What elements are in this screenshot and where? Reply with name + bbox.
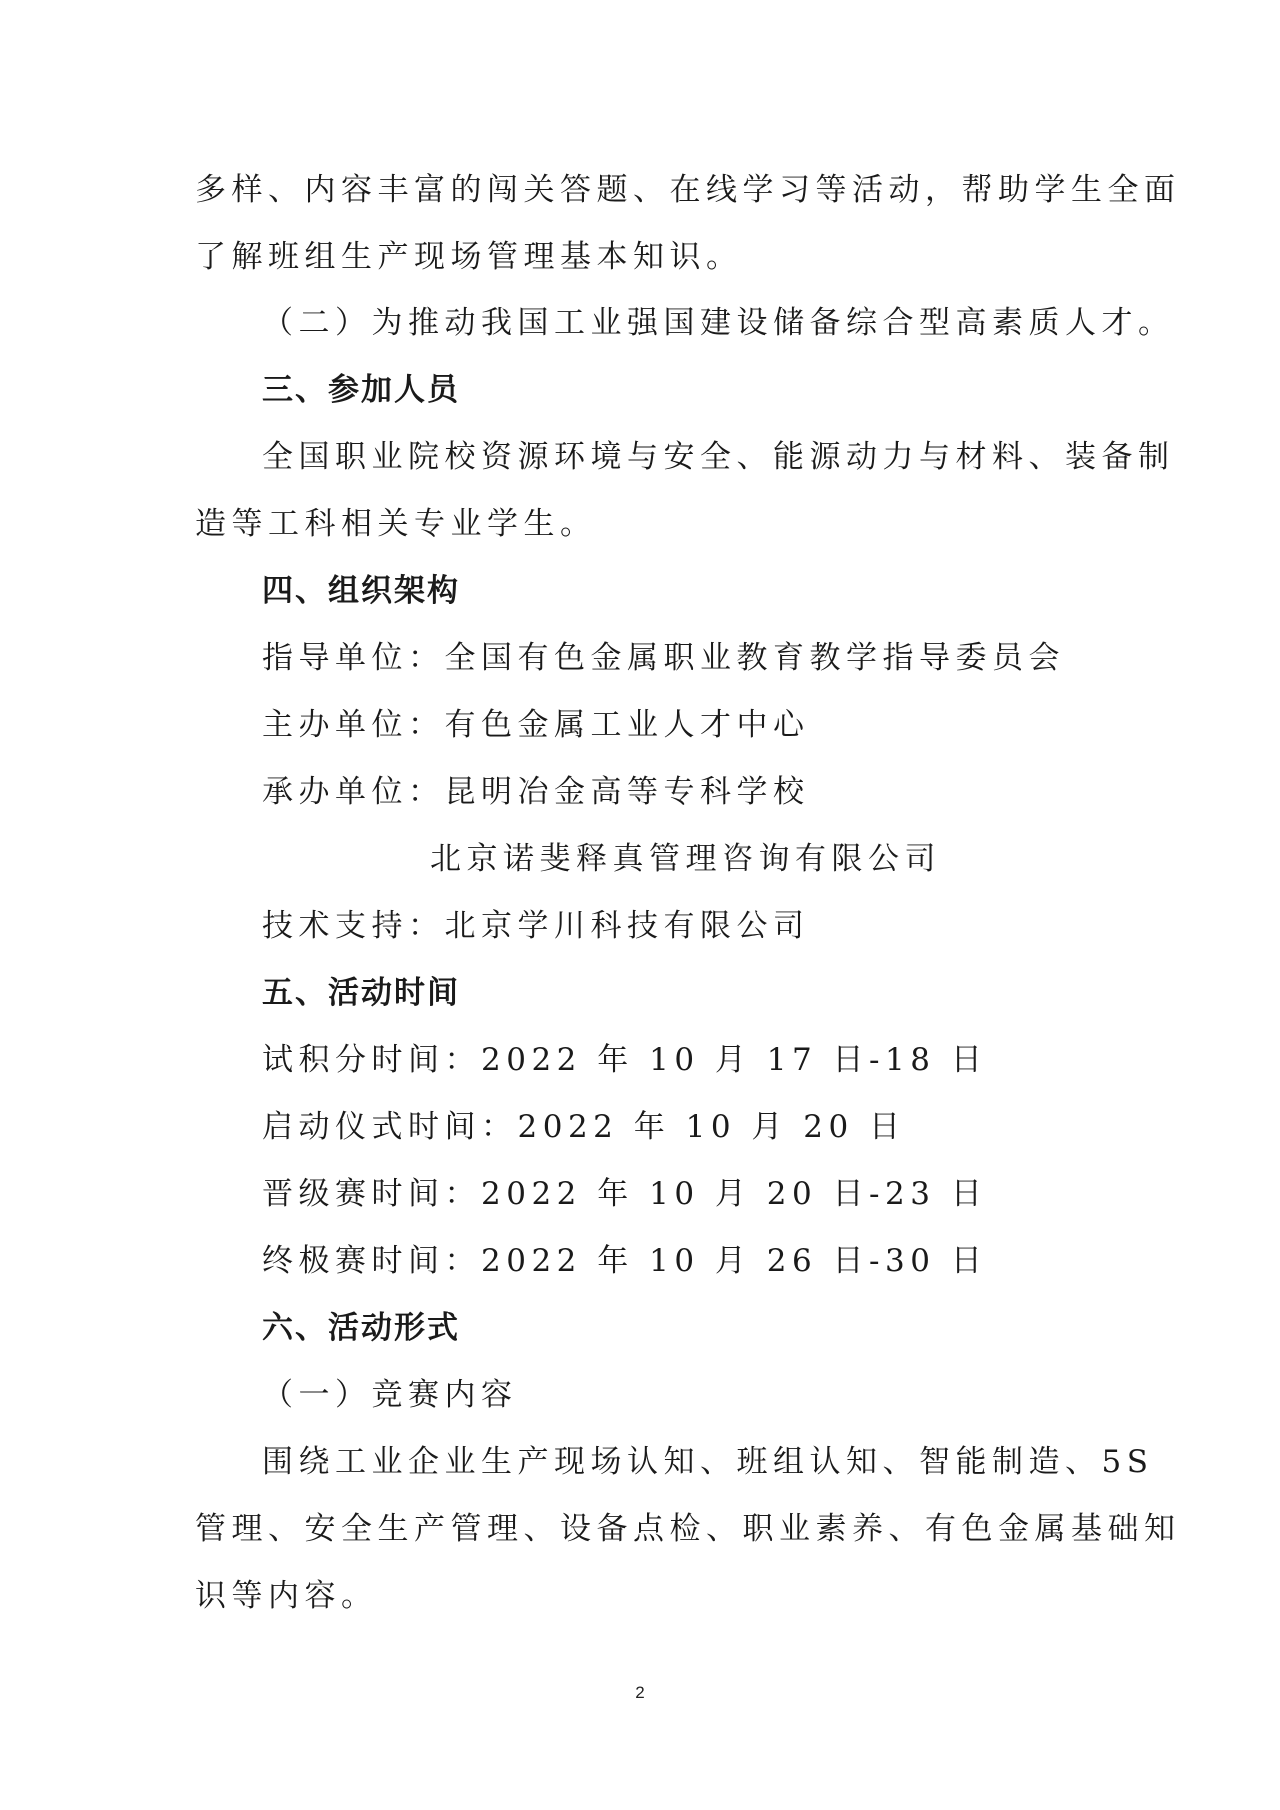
org-guidance-unit: 指导单位：全国有色金属职业教育教学指导委员会 bbox=[262, 640, 1065, 676]
org-tech-support: 技术支持：北京学川科技有限公司 bbox=[262, 908, 810, 944]
paragraph-line: 造等工科相关专业学生。 bbox=[195, 506, 597, 542]
paragraph-line: 多样、内容丰富的闯关答题、在线学习等活动，帮助学生全面 bbox=[195, 172, 1181, 208]
subheading-content: （一）竞赛内容 bbox=[262, 1377, 518, 1413]
section-heading-participants: 三、参加人员 bbox=[262, 372, 460, 408]
page-number: 2 bbox=[635, 1683, 645, 1702]
section-heading-organization: 四、组织架构 bbox=[262, 573, 460, 609]
paragraph-line: 识等内容。 bbox=[195, 1578, 378, 1614]
schedule-trial: 试积分时间：2022 年 10 月 17 日-18 日 bbox=[262, 1042, 988, 1078]
schedule-final: 终极赛时间：2022 年 10 月 26 日-30 日 bbox=[262, 1243, 988, 1279]
section-heading-schedule: 五、活动时间 bbox=[262, 975, 460, 1011]
section-heading-format: 六、活动形式 bbox=[262, 1310, 460, 1346]
org-host-unit: 主办单位：有色金属工业人才中心 bbox=[262, 707, 810, 743]
org-organizer-unit: 承办单位：昆明冶金高等专科学校 bbox=[262, 774, 810, 810]
paragraph-line: 围绕工业企业生产现场认知、班组认知、智能制造、5S bbox=[262, 1444, 1154, 1480]
purpose-item: （二）为推动我国工业强国建设储备综合型高素质人才。 bbox=[262, 305, 1175, 341]
schedule-launch: 启动仪式时间：2022 年 10 月 20 日 bbox=[262, 1109, 906, 1145]
paragraph-line: 全国职业院校资源环境与安全、能源动力与材料、装备制 bbox=[262, 439, 1175, 475]
paragraph-line: 了解班组生产现场管理基本知识。 bbox=[195, 239, 743, 275]
schedule-qualifier: 晋级赛时间：2022 年 10 月 20 日-23 日 bbox=[262, 1176, 988, 1212]
paragraph-line: 管理、安全生产管理、设备点检、职业素养、有色金属基础知 bbox=[195, 1511, 1181, 1547]
org-organizer-unit-2: 北京诺斐释真管理咨询有限公司 bbox=[430, 841, 941, 877]
